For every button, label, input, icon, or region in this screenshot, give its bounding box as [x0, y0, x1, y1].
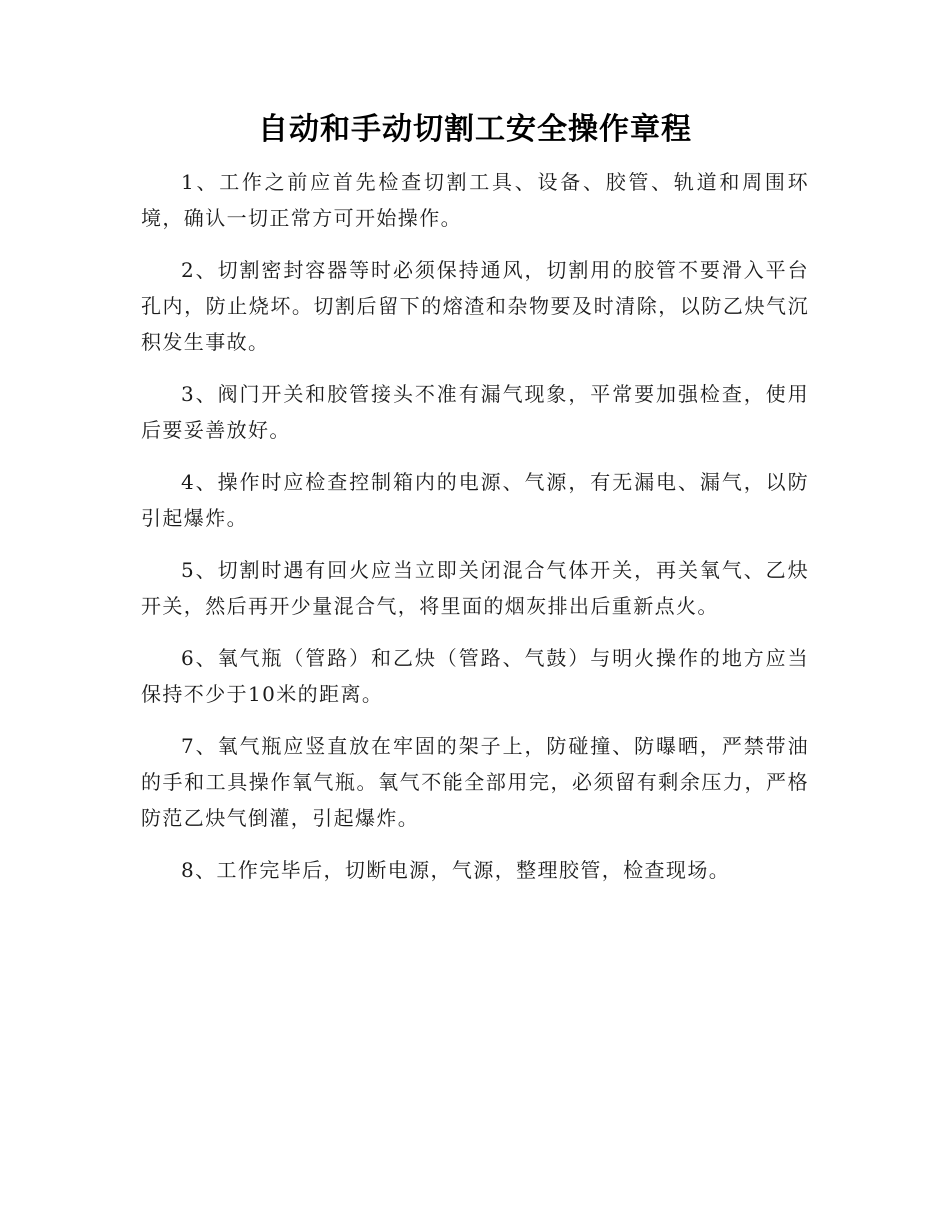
rule-paragraph-7: 7、氧气瓶应竖直放在牢固的架子上，防碰撞、防曝晒，严禁带油的手和工具操作氧气瓶。氧气不能全部用完，必须留有剩余压力，严格防范乙炔气倒灌，引起爆炸。: [141, 734, 809, 830]
rule-paragraph-3: 3、阀门开关和胶管接头不准有漏气现象，平常要加强检查，使用后要妥善放好。: [141, 382, 809, 442]
document-body: [141, 164, 809, 904]
rule-paragraph-1: 1、工作之前应首先检查切割工具、设备、胶管、轨道和周围环境，确认一切正常方可开始操作。: [141, 170, 809, 230]
rule-paragraph-2: 2、切割密封容器等时必须保持通风，切割用的胶管不要滑入平台孔内，防止烧坏。切割后留下的熔渣和杂物要及时清除，以防乙炔气沉积发生事故。: [141, 258, 809, 354]
document-title: 自动和手动切割工安全操作章程: [258, 112, 692, 147]
rule-paragraph-5: 5、切割时遇有回火应当立即关闭混合气体开关，再关氧气、乙炔开关，然后再开少量混合气，将里面的烟灰排出后重新点火。: [141, 558, 809, 618]
rule-paragraph-4: 4、操作时应检查控制箱内的电源、气源，有无漏电、漏气，以防引起爆炸。: [141, 470, 809, 530]
rule-paragraph-6: 6、氧气瓶（管路）和乙炔（管路、气鼓）与明火操作的地方应当保持不少于10米的距离。: [141, 646, 809, 706]
rule-paragraph-8: 8、工作完毕后，切断电源，气源，整理胶管，检查现场。: [181, 858, 731, 882]
